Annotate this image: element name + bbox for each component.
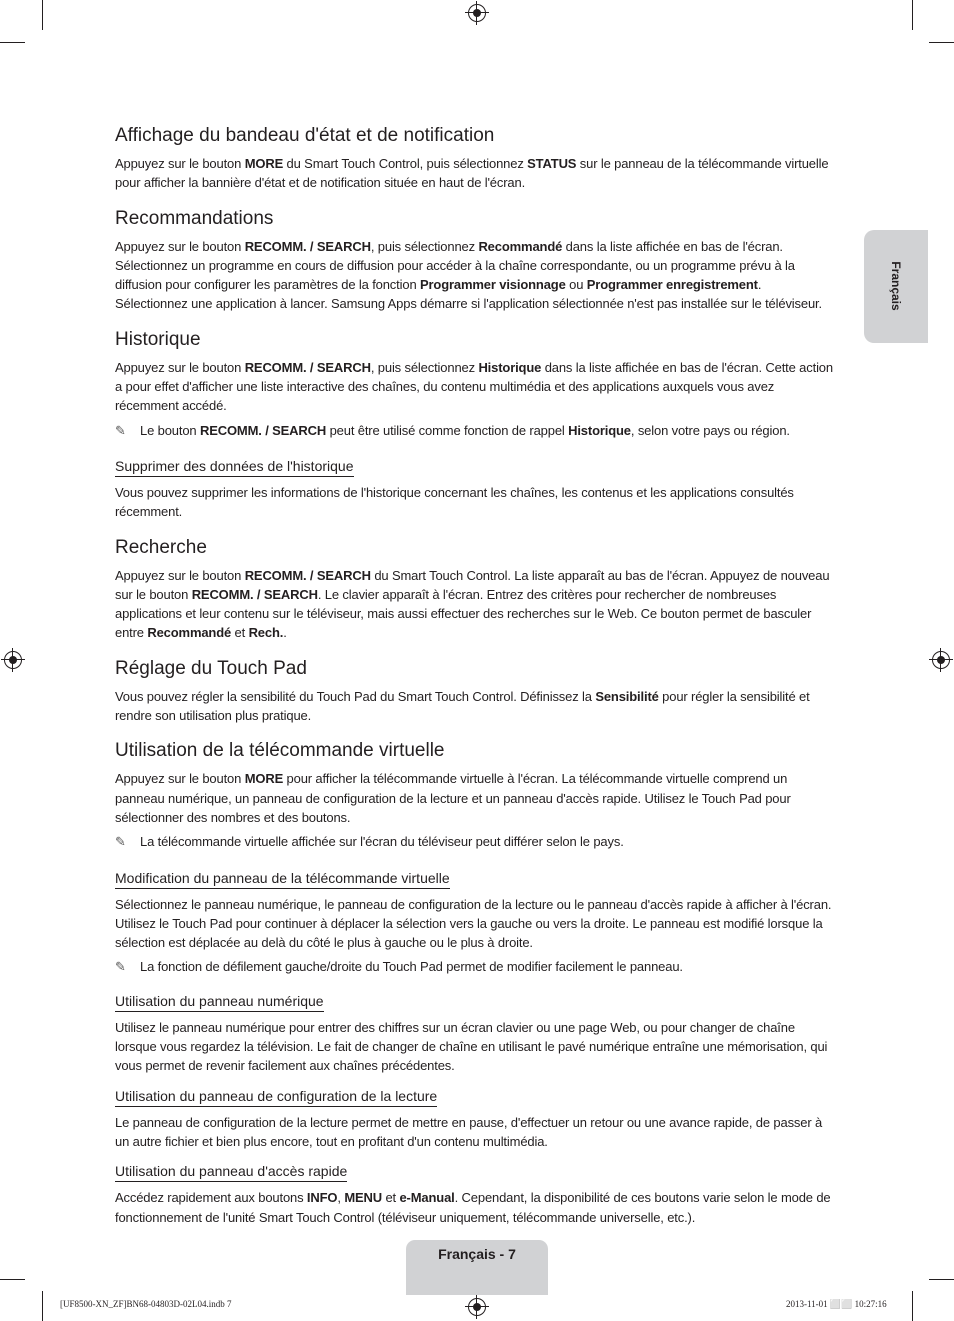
note-text [140,834,624,849]
text-run: . [283,625,287,641]
section-history [115,328,839,522]
text-run: Sélectionnez une application à lancer. Samsung Apps démarre si l'application sélectionnée n'est pas installée sur le téléviseur. [115,296,822,312]
text-run: Sélectionnez le panneau numérique, le panneau de configuration de la lecture ou le panneau d'accès rapide à afficher à l'écran. [115,896,832,912]
bold-term: MENU [344,1190,382,1206]
paragraph [115,769,839,827]
text-run: pour régler la sensibilité et rendre son utilisation plus pratique. [115,688,810,724]
text-run: , puis sélectionnez [370,359,479,375]
bold-term: RECOMM. / SEARCH [191,586,318,602]
bold-term: Sensibilité [595,688,659,704]
paragraph [115,1188,839,1227]
bold-term: Recommandé [147,625,232,641]
text-run: du Smart Touch Control, puis sélectionnez [283,156,528,171]
text-run: La télécommande virtuelle affichée sur l'écran du téléviseur peut différer selon le pays. [140,834,624,850]
note [115,957,839,976]
paragraph [115,895,839,914]
subsection-delete-history [115,458,839,522]
section-title: Utilisation de la télécommande virtuelle [115,740,445,762]
text-run: La fonction de défilement gauche/droite du Touch Pad permet de modifier facilement le panneau. [140,959,683,975]
section-title: Réglage du Touch Pad [115,657,307,679]
bold-term: Rech. [248,625,284,641]
text-run: . Cependant, la disponibilité de ces boutons varie selon le mode de fonctionnement de l'unité Smart Touch Control (téléviseur uniquement, télécommande universelle, etc.). [115,1190,831,1225]
paragraph [115,237,839,256]
text-run: peut être utilisé comme fonction de rappel [326,422,569,438]
page-number-label: Français - 7 [438,1246,516,1262]
crop-mark [912,1291,913,1321]
bold-term: RECOMM. / SEARCH [199,422,327,438]
text-run: Utilisez le Touch Pad pour continuer à déplacer la sélection vers la gauche ou vers la droite. Le panneau est modifié lorsque la sélection est déplacée au delà du côté le plus à gauche ou le plus à droite. [115,915,823,951]
text-run: Sélectionnez un programme en cours de diffusion pour accéder à la chaîne correspondante, ou un programme prévu à la diffusion pour configurer les paramètres de la fonction [115,257,795,293]
bold-term: Programmer visionnage [419,277,566,293]
subsection-change-panel [115,870,839,977]
section-search [115,536,839,643]
pencil-note-icon: ✎ [115,834,126,850]
text-run: . [757,277,762,293]
crop-mark [929,1279,954,1280]
subsection-title: Utilisation du panneau de configuration de la lecture [115,1088,437,1107]
paragraph [115,358,839,416]
bold-term: MORE [244,771,284,787]
crop-mark [0,1279,25,1280]
section-title: Historique [115,328,201,350]
note [115,421,839,440]
section-touch-pad [115,657,839,726]
text-run: pour afficher la télécommande virtuelle à l'écran. La télécommande virtuelle comprend un panneau numérique, un panneau de configuration de la lecture et un panneau d'accès rapide. Utilisez le Touch Pad pour sélectionner des nombres et des boutons. [115,771,791,825]
registration-mark-icon [468,4,486,22]
paragraph [115,1113,839,1152]
text-run: ou [565,277,587,293]
text-run: Le panneau de configuration de la lecture permet de mettre en pause, d'effectuer un retour ou une avance rapide, de passer à un autre fichier et bien plus encore, tout en profitant d'un contenu multimédia. [115,1114,823,1149]
page-number-tab [406,1240,548,1295]
subsection-quick-access-panel [115,1163,839,1227]
section-recommendations [115,207,839,314]
crop-mark [929,42,954,43]
registration-mark-icon [4,651,22,669]
subsection-number-panel [115,993,839,1076]
paragraph [115,256,839,295]
section-title: Recommandations [115,207,274,229]
text-run: et [231,625,249,641]
registration-mark-icon [468,1298,486,1316]
bold-term: RECOMM. / SEARCH [244,238,371,254]
text-run: du Smart Touch Control. La liste apparaît au bas de l'écran. Appuyez de nouveau sur le bouton [115,567,830,602]
text-run: , puis sélectionnez [370,238,479,254]
bold-term: Recommandé [478,238,563,254]
note-text [140,959,683,974]
bold-term: RECOMM. / SEARCH [244,359,371,375]
bold-term: INFO [306,1190,338,1206]
text-run: Appuyez sur le bouton [115,771,245,787]
text-run: Appuyez sur le bouton [115,567,245,583]
text-run: Vous pouvez régler la sensibilité du Touch Pad du Smart Touch Control. Définissez la [115,688,596,704]
bold-term: MORE [244,156,284,171]
text-run: sur le panneau de la télécommande virtuelle pour afficher la bannière d'état et de notification située en haut de l'écran. [115,156,829,191]
crop-mark [42,0,43,30]
language-side-tab [864,230,928,343]
section-title: Recherche [115,536,207,558]
text-run: Appuyez sur le bouton [115,156,245,171]
imprint-timestamp: 2013-11-01 ⬜⬜ 10:27:16 [786,1299,887,1309]
pencil-note-icon: ✎ [115,422,126,438]
note [115,832,839,851]
text-run: , selon votre pays ou région. [630,422,790,438]
subsection-title: Utilisation du panneau numérique [115,993,324,1012]
bold-term: e-Manual [399,1190,455,1206]
language-side-tab-label: Français [889,261,903,311]
subsection-title: Modification du panneau de la télécommande virtuelle [115,870,450,889]
section-virtual-remote [115,739,839,1226]
text-run: Appuyez sur le bouton [115,238,245,254]
pencil-note-icon: ✎ [115,959,126,975]
subsection-playback-panel [115,1088,839,1152]
bold-term: STATUS [527,156,577,171]
section-title: Affichage du bandeau d'état et de notification [115,125,495,146]
text-run: et [382,1190,400,1206]
text-run: Accédez rapidement aux boutons [115,1190,307,1206]
bold-term: Historique [478,359,542,375]
crop-mark [42,1291,43,1321]
crop-mark [0,42,25,43]
section-status-banner [115,124,839,193]
paragraph [115,294,839,313]
text-run: Le bouton [140,422,200,438]
text-run: Vous pouvez supprimer les informations de l'historique concernant les chaînes, les contenus et les applications consultés récemment. [115,484,794,520]
crop-mark [912,0,913,30]
text-run: Utilisez le panneau numérique pour entrer des chiffres sur un écran clavier ou une page Web, ou pour changer de chaîne lorsque vous regardez la télévision. Le fait de changer de chaîne en utilisant le pavé numérique entraîne une mémorisation, qui vous permet de revenir facilement aux chaînes précédentes. [115,1019,828,1074]
paragraph [115,154,839,193]
subsection-title: Supprimer des données de l'historique [115,458,354,477]
paragraph [115,914,839,953]
paragraph [115,483,839,522]
page-content [115,124,839,1241]
bold-term: Programmer enregistrement [586,277,758,293]
text-run: dans la liste affichée en bas de l'écran. [562,238,783,254]
paragraph [115,687,839,726]
imprint-file-info: [UF8500-XN_ZF]BN68-04803D-02L04.indb 7 [60,1299,232,1309]
text-run: . Le clavier apparaît à l'écran. Entrez des critères pour rechercher de nombreuses applications et leur contenu sur le téléviseur, mais aussi effectuer des recherches sur le Web. Ce bouton permet de basculer entre [115,586,812,641]
text-run: , [337,1190,345,1206]
bold-term: Historique [568,422,631,438]
text-run: dans la liste affichée en bas de l'écran. Cette action a pour effet d'afficher une liste interactive des chaînes, du contenu multimédia et des applications auxquels vous avez récemment accédé. [115,359,833,414]
bold-term: RECOMM. / SEARCH [244,567,371,583]
paragraph [115,1018,839,1076]
paragraph [115,566,839,643]
registration-mark-icon [932,651,950,669]
subsection-title: Utilisation du panneau d'accès rapide [115,1163,347,1182]
text-run: Appuyez sur le bouton [115,359,245,375]
note-text [140,423,790,438]
